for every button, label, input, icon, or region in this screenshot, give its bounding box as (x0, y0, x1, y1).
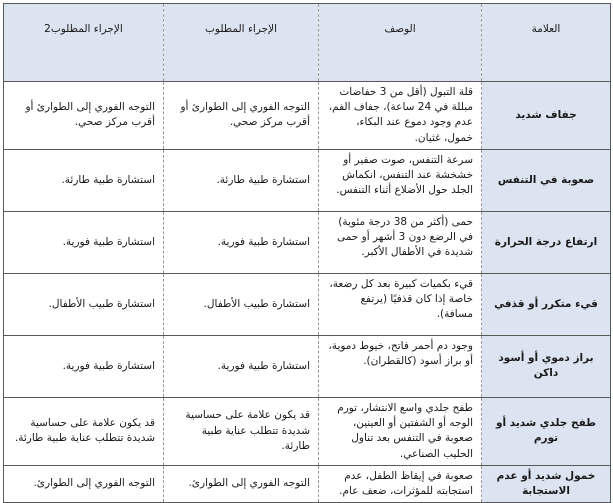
table-row (4, 465, 611, 502)
table-row (4, 273, 611, 335)
header-action-2: الإجراء المطلوب2 (4, 4, 164, 82)
description-cell: قيء بكميات كبيرة بعد كل رضعة، خاصة إذا كان قذفيًا (يرتفع مسافة). (319, 273, 482, 335)
sign-cell: قيء متكرر أو قذفي (482, 273, 611, 335)
table-row (4, 149, 611, 211)
description-cell: سرعة التنفس، صوت صفير أو خشخشة عند التنفس، انكماش الجلد حول الأضلاع أثناء التنفس. (319, 149, 482, 211)
header-action: الإجراء المطلوب (164, 4, 319, 82)
sign-cell: ارتفاع درجة الحرارة (482, 211, 611, 273)
action-2-cell: استشارة طبية طارئة. (4, 149, 164, 211)
description-cell: قلة التبول (أقل من 3 حفاضات مبللة في 24 ساعة)، جفاف الفم، عدم وجود دموع عند البكاء، خمول، غثيان. (319, 82, 482, 150)
action-cell: استشارة طبية فورية. (164, 211, 319, 273)
header-description: الوصف (319, 4, 482, 82)
description-cell: حمى (أكثر من 38 درجة مئوية) في الرضع دون 3 أشهر أو حمى شديدة في الأطفال الأكبر. (319, 211, 482, 273)
action-cell: التوجه الفوري إلى الطوارئ. (164, 465, 319, 502)
sign-cell: جفاف شديد (482, 82, 611, 150)
description-cell: طفح جلدي واسع الانتشار، تورم الوجه أو الشفتين أو العينين، صعوبة في التنفس بعد تناول الحليب الصناعي. (319, 397, 482, 465)
sign-cell: صعوبة في التنفس (482, 149, 611, 211)
table-row (4, 335, 611, 397)
description-cell: وجود دم أحمر فاتح، خيوط دموية، أو براز أسود (كالقطران). (319, 335, 482, 397)
action-2-cell: التوجه الفوري إلى الطوارئ. (4, 465, 164, 502)
action-cell: استشارة طبية طارئة. (164, 149, 319, 211)
table-row (4, 397, 611, 465)
sign-cell: طفح جلدي شديد أو تورم (482, 397, 611, 465)
action-2-cell: استشارة طبيب الأطفال. (4, 273, 164, 335)
warning-signs-table (3, 3, 611, 503)
table-row (4, 82, 611, 150)
sign-cell: خمول شديد أو عدم الاستجابة (482, 465, 611, 502)
table-row (4, 211, 611, 273)
header-sign: العلامة (482, 4, 611, 82)
action-cell: التوجه الفوري إلى الطوارئ أو أقرب مركز صحي. (164, 82, 319, 150)
header-row (4, 4, 611, 82)
action-cell: قد يكون علامة على حساسية شديدة تتطلب عناية طبية طارئة. (164, 397, 319, 465)
action-2-cell: التوجه الفوري إلى الطوارئ أو أقرب مركز صحي. (4, 82, 164, 150)
action-cell: استشارة طبيب الأطفال. (164, 273, 319, 335)
action-2-cell: استشارة طبية فورية. (4, 211, 164, 273)
description-cell: صعوبة في إيقاظ الطفل، عدم استجابته للمؤثرات، ضعف عام. (319, 465, 482, 502)
action-cell: استشارة طبية فورية. (164, 335, 319, 397)
sign-cell: براز دموي أو أسود داكن (482, 335, 611, 397)
action-2-cell: استشارة طبية فورية. (4, 335, 164, 397)
action-2-cell: قد يكون علامة على حساسية شديدة تتطلب عناية طبية طارئة. (4, 397, 164, 465)
